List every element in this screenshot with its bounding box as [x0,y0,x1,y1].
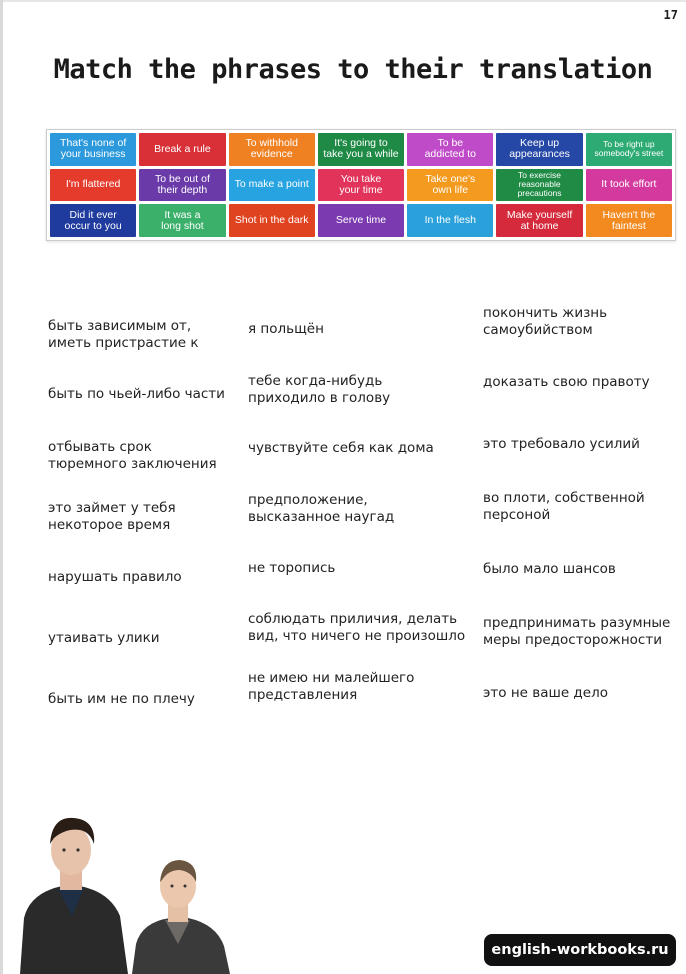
phrase-tile: I'm flattered [50,169,136,202]
phrase-tile: Shot in the dark [229,204,315,237]
page-title: Match the phrases to their translation [53,54,653,85]
translation-item: утаивать улики [48,630,160,646]
phrase-tile: To make a point [229,169,315,202]
translation-item: было мало шансов [483,561,616,577]
phrase-tile: To withhold evidence [229,133,315,166]
phrase-tile: To be right up somebody's street [586,133,672,166]
phrase-tile: Make yourself at home [496,204,582,237]
translation-item: соблюдать приличия, делать вид, что ничего не произошло [248,611,466,644]
translation-item: быть зависимым от, иметь пристрастие к [48,318,199,351]
translation-item: это не ваше дело [483,685,608,701]
phrase-tile: To be addicted to [407,133,493,166]
translation-item: не торопись [248,560,336,576]
page-top-edge [0,0,686,2]
brand-badge: english-workbooks.ru [484,934,676,966]
phrase-tile: Did it ever occur to you [50,204,136,237]
characters-illustration [10,798,250,974]
phrase-tile: You take your time [318,169,404,202]
phrase-tile: Serve time [318,204,404,237]
translation-item: покончить жизнь самоубийством [483,305,608,338]
translation-item: отбывать срок тюремного заключения [48,439,217,472]
phrase-tile: It took effort [586,169,672,202]
translation-item: не имею ни малейшего представления [248,670,415,703]
phrase-tile: It's going to take you a while [318,133,404,166]
translation-item: нарушать правило [48,569,182,585]
phrase-tile: Take one's own life [407,169,493,202]
translation-item: быть им не по плечу [48,691,195,707]
phrase-tile: In the flesh [407,204,493,237]
translation-item: быть по чьей-либо части [48,386,225,402]
translation-item: предположение, высказанное наугад [248,492,395,525]
translation-item: тебе когда-нибудь приходило в голову [248,373,391,406]
phrase-tile: It was a long shot [139,204,225,237]
translation-item: предпринимать разумные меры предосторожности [483,615,671,648]
phrase-tile: That's none of your business [50,133,136,166]
page-number: 17 [663,8,678,22]
translation-item: это требовало усилий [483,436,640,452]
phrase-tile: To be out of their depth [139,169,225,202]
phrase-tile: To exercise reasonable precautions [496,169,582,202]
translation-item: чувствуйте себя как дома [248,440,434,456]
translation-item: во плоти, собственной персоной [483,490,645,523]
translation-item: это займет у тебя некоторое время [48,500,176,533]
phrase-tile: Haven't the faintest [586,204,672,237]
phrase-grid [46,129,676,241]
phrase-tile: Keep up appearances [496,133,582,166]
page-left-edge [0,0,3,974]
phrase-tile: Break a rule [139,133,225,166]
translation-item: доказать свою правоту [483,374,650,390]
translation-item: я польщён [248,321,324,337]
